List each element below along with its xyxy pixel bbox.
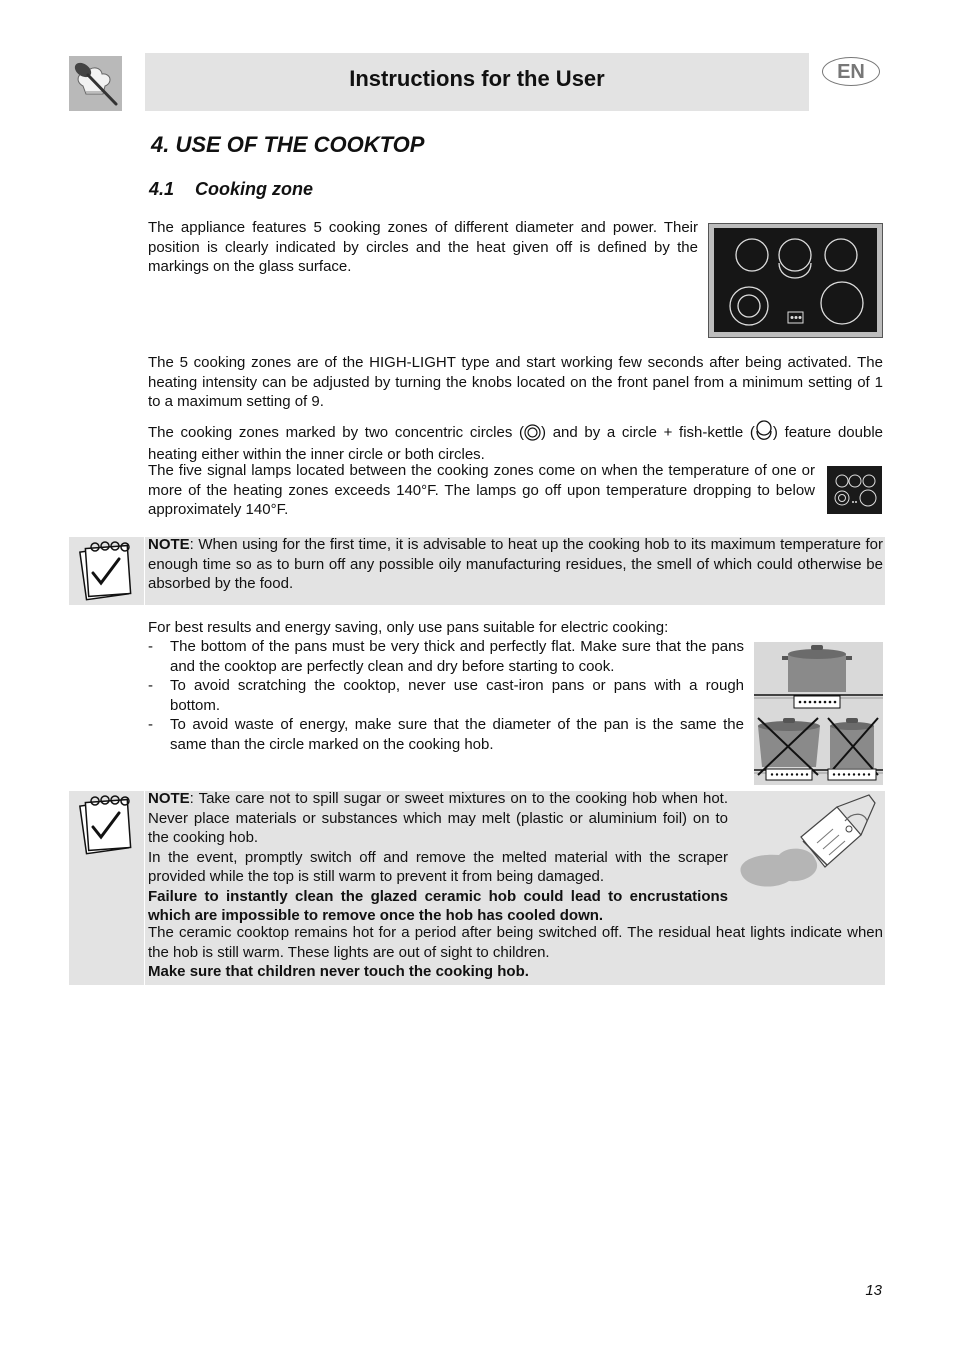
pans-illustration — [754, 642, 883, 785]
header-bar — [145, 53, 809, 111]
list-item: - The bottom of the pans must be very thick and perfectly flat. Make sure that the pans and the cooktop are perfectly clean and dry before starting to cook. — [148, 637, 744, 676]
notepad-check-icon — [69, 537, 144, 605]
note-first-use — [145, 537, 885, 605]
fish-kettle-icon — [755, 420, 773, 442]
list-item: - To avoid scratching the cooktop, never use cast-iron pans or pans with a rough bottom. — [148, 676, 744, 715]
subsection-title — [149, 179, 313, 200]
page-number: 13 — [865, 1282, 882, 1299]
note-icon-box — [69, 537, 144, 605]
language-badge: EN — [822, 57, 880, 86]
scraper-illustration — [737, 791, 885, 901]
double-zone-paragraph: The cooking zones marked by two concentric circles ( ) and by a circle + fish-kettle ( ) feature double heating either within the inner circle or both circles. — [148, 420, 883, 466]
note-residual-heat-text: The ceramic cooktop remains hot for a period after being switched off. The residual heat lights indicate when the hob is still warm. These lights are out of sight to children. — [148, 924, 883, 961]
subsection-label: Cooking zone — [195, 179, 313, 199]
note-first-use-text: NOTE: When using for the first time, it is advisable to heat up the cooking hob to its maximum temperature for enough time so as to burn off any possible oily manufacturing residues, the smell of which could otherwise be absorbed by the food. — [148, 536, 883, 592]
pans-list — [148, 637, 744, 754]
note-scraper-text: In the event, promptly switch off and remove the melted material with the scraper provided while the top is still warm to prevent it from being damaged. — [148, 848, 728, 885]
note-icon-box — [69, 791, 144, 985]
note-warning-text: Failure to instantly clean the glazed ceramic hob could lead to encrustations which are impossible to remove once the hob has cooled down. — [148, 887, 728, 924]
header-logo — [69, 56, 122, 111]
subsection-number: 4.1 — [149, 179, 175, 199]
cooktop-illustration — [708, 223, 883, 338]
spoon-chef-hat-icon — [69, 56, 122, 111]
note-children-text: Make sure that children never touch the cooking hob. — [148, 963, 529, 980]
section-title: 4. USE OF THE COOKTOP — [151, 132, 425, 157]
note-sugar-spill-top — [148, 789, 728, 926]
signal-lamps-paragraph: The five signal lamps located between the cooking zones come on when the temperature of one or more of the heating zones exceeds 140°F. The lamps go off upon temperature dropping to below approximately 140°F. — [148, 462, 815, 518]
signal-lamps-illustration — [827, 466, 882, 514]
note-sugar-spill — [145, 791, 885, 985]
note-sugar-text: NOTE: Take care not to spill sugar or sweet mixtures on to the cooking hob when hot. Never place materials or substances which may melt (plastic or aluminium foil) on to the cooking hob. — [148, 790, 728, 846]
highlight-paragraph: The 5 cooking zones are of the HIGH-LIGHT type and start working few seconds after being activated. The heating intensity can be adjusted by turning the knobs located on the front panel from a minimum setting of 1 to a maximum setting of 9. — [148, 354, 883, 410]
notepad-check-icon — [69, 791, 144, 859]
note-sugar-spill-bottom — [148, 923, 883, 982]
pans-intro: For best results and energy saving, only use pans suitable for electric cooking: — [148, 619, 669, 636]
intro-paragraph: The appliance features 5 cooking zones of different diameter and power. Their position is clearly indicated by circles and the heat given off is defined by the markings on the glass surface. — [148, 219, 698, 275]
header-title: Instructions for the User — [349, 66, 605, 91]
concentric-circles-icon — [524, 424, 541, 441]
list-item: - To avoid waste of energy, make sure that the diameter of the pan is the same the same than the circle marked on the cooking hob. — [148, 715, 744, 754]
